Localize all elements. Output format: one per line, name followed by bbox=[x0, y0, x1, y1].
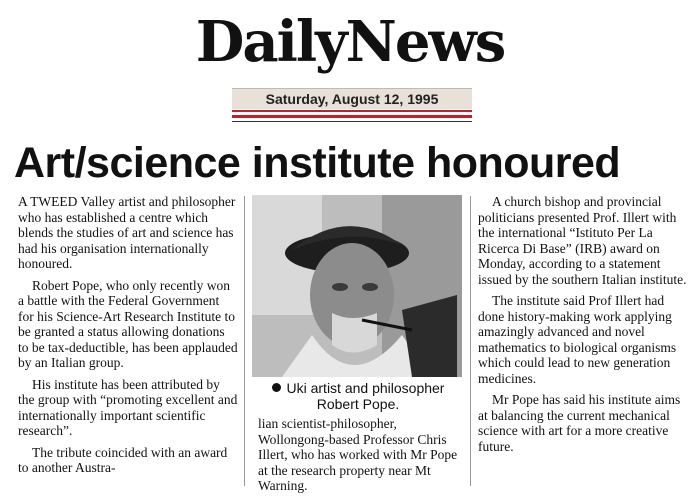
portrait-photo bbox=[252, 195, 462, 377]
photo-caption bbox=[252, 380, 464, 412]
paragraph: The tribute coincided with an award to another Austra- bbox=[18, 444, 228, 475]
column-2 bbox=[258, 416, 464, 500]
paragraph: The institute said Prof Illert had done history-making work applying amazingly advanced and novel mathematics to biological organisms which could lead to new generation medicines. bbox=[478, 293, 677, 386]
bullet-icon bbox=[272, 383, 281, 392]
masthead: DailyNews bbox=[195, 9, 505, 75]
dark-rule bbox=[232, 121, 472, 122]
article-headline: Art/science institute honoured bbox=[14, 139, 621, 187]
date-banner bbox=[232, 88, 472, 109]
portrait-image bbox=[252, 195, 462, 377]
paragraph: His institute has been attributed by the group with “promoting excellent and internationally important scientific research”. bbox=[18, 376, 238, 438]
paragraph: Mr Pope has said his institute aims at balancing the current mechanical science with art for a more creative future. bbox=[478, 392, 681, 454]
paragraph: A TWEED Valley artist and philosopher who has established a centre which blends the studies of art and science has had his organisation internationally honoured. bbox=[18, 194, 236, 271]
column-divider bbox=[470, 196, 471, 486]
paragraph: lian scientist-philosopher, Wollongong-based Professor Chris Illert, who has worked with Mr Pope at the research property near Mt Warning. bbox=[258, 416, 458, 493]
column-divider bbox=[244, 196, 245, 486]
publication-date: Saturday, August 12, 1995 bbox=[265, 91, 439, 107]
caption-text: Uki artist and philosopher Robert Pope. bbox=[286, 380, 445, 412]
red-rule-bottom bbox=[232, 115, 472, 118]
paragraph: A church bishop and provincial politicians presented Prof. Illert with the international “Istituto Per La Ricerca Di Base” (IRB) award on Monday, according to a statement issued by the southern Italian institute. bbox=[478, 194, 687, 287]
red-rule-top bbox=[232, 110, 472, 112]
paragraph: Robert Pope, who only recently won a battle with the Federal Government for his Science-Art Research Institute to be granted a status allowing donations to be tax-deductible, has been applauded by an Italian group. bbox=[18, 277, 238, 370]
column-3 bbox=[478, 194, 690, 460]
column-1 bbox=[18, 194, 238, 482]
